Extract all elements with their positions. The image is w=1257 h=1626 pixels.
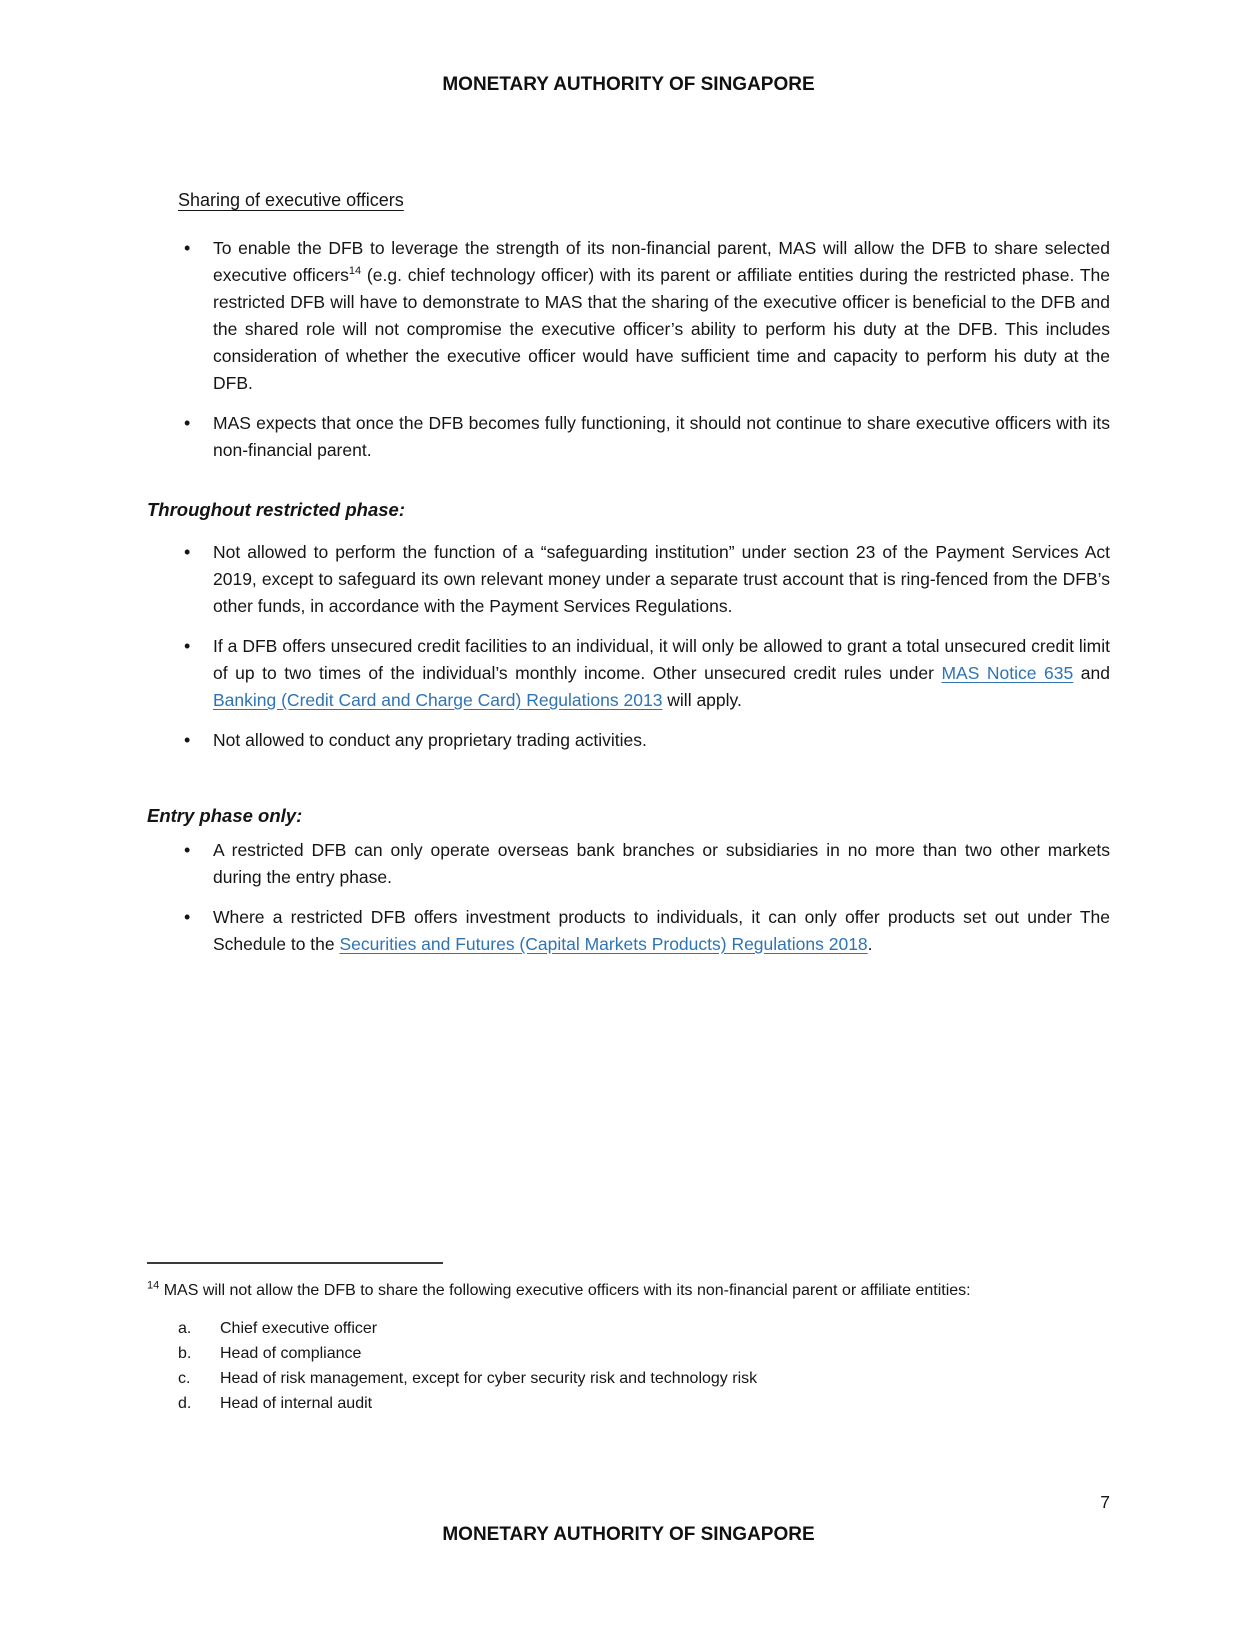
bullet-item (147, 727, 1110, 754)
text-run: MAS expects that once the DFB becomes fully functioning, it should not continue to share executive officers with its non-financial parent. (213, 413, 1110, 460)
footnote-list-item (147, 1366, 1110, 1391)
text-run: . (867, 934, 873, 954)
footnote-area (147, 1262, 1110, 1416)
footnote-item-text: Head of compliance (220, 1345, 362, 1362)
footnote-item-label: d. (178, 1395, 192, 1412)
section-heading-throughout-restricted-phase: Throughout restricted phase: (147, 499, 405, 520)
sharing-bullet-list (147, 235, 1110, 464)
text-run: Where a restricted DFB offers investment products to individuals, it can only offer products set out under The Schedule to the (213, 907, 1110, 954)
footnote-list-item (147, 1341, 1110, 1366)
text-run: (e.g. chief technology officer) with its parent or affiliate entities during the restricted phase. The restricted DFB will have to demonstrate to MAS that the sharing of the executive officer is beneficial to the DFB and the shared role will not compromise the executive officer’s ability to perform his duty at the DFB. This includes consideration of whether the executive officer would have sufficient time and capacity to perform his duty at the DFB. (213, 265, 1110, 393)
bullet-item (147, 539, 1110, 620)
hyperlink[interactable]: MAS Notice 635 (941, 663, 1074, 683)
footnote-text (147, 1278, 1110, 1304)
bullet-item (147, 410, 1110, 464)
footnote-item-text: Head of internal audit (220, 1395, 373, 1412)
hyperlink[interactable]: Banking (Credit Card and Charge Card) Regulations 2013 (213, 690, 663, 710)
footnote-separator-line (147, 1262, 443, 1264)
bullet-item (147, 837, 1110, 891)
throughout-bullet-list (147, 539, 1110, 754)
hyperlink[interactable]: Securities and Futures (Capital Markets Products) Regulations 2018 (339, 934, 868, 954)
text-run: If a DFB offers unsecured credit facilities to an individual, it will only be allowed to grant a total unsecured credit limit of up to two times of the individual’s monthly income. Other unsecured credit rules under (213, 636, 1110, 683)
text-run: A restricted DFB can only operate overseas bank branches or subsidiaries in no more than two other markets during the entry phase. (213, 840, 1110, 887)
text-run: Not allowed to conduct any proprietary trading activities. (213, 730, 647, 750)
entry-bullet-list (147, 837, 1110, 958)
text-run: To enable the DFB to leverage the strength of its non-financial parent, MAS will allow the DFB to share selected executive officers (213, 238, 1110, 285)
document-body (147, 190, 1110, 971)
text-run: Not allowed to perform the function of a “safeguarding institution” under section 23 of the Payment Services Act 2019, except to safeguard its own relevant money under a separate trust account that is ring-fenced from the DFB’s other funds, in accordance with the Payment Services Regulations. (213, 542, 1110, 616)
footnote-reference: 14 (147, 1279, 160, 1292)
footnote-list-item (147, 1316, 1110, 1341)
page-header: MONETARY AUTHORITY OF SINGAPORE (442, 74, 815, 95)
bullet-item (147, 633, 1110, 714)
footnote-item-text: Head of risk management, except for cyber security risk and technology risk (220, 1370, 758, 1387)
footnote-item-label: c. (178, 1370, 191, 1387)
section-heading-entry-phase-only: Entry phase only: (147, 805, 303, 826)
footnote-item-label: a. (178, 1320, 192, 1337)
bullet-item (147, 235, 1110, 397)
page-number: 7 (1100, 1492, 1110, 1512)
footnote-reference: 14 (348, 265, 362, 278)
bullet-item (147, 904, 1110, 958)
footnote-list-item (147, 1391, 1110, 1416)
text-run: will apply. (662, 690, 742, 710)
page-footer: MONETARY AUTHORITY OF SINGAPORE (442, 1524, 815, 1545)
text-run: and (1073, 663, 1110, 683)
footnote-item-label: b. (178, 1345, 192, 1362)
footnote-list (147, 1316, 1110, 1416)
footnote-item-text: Chief executive officer (220, 1320, 378, 1337)
text-run: MAS will not allow the DFB to share the following executive officers with its non-financial parent or affiliate entities: (159, 1282, 971, 1299)
section-heading-sharing-of-executive-officers: Sharing of executive officers (178, 190, 404, 210)
